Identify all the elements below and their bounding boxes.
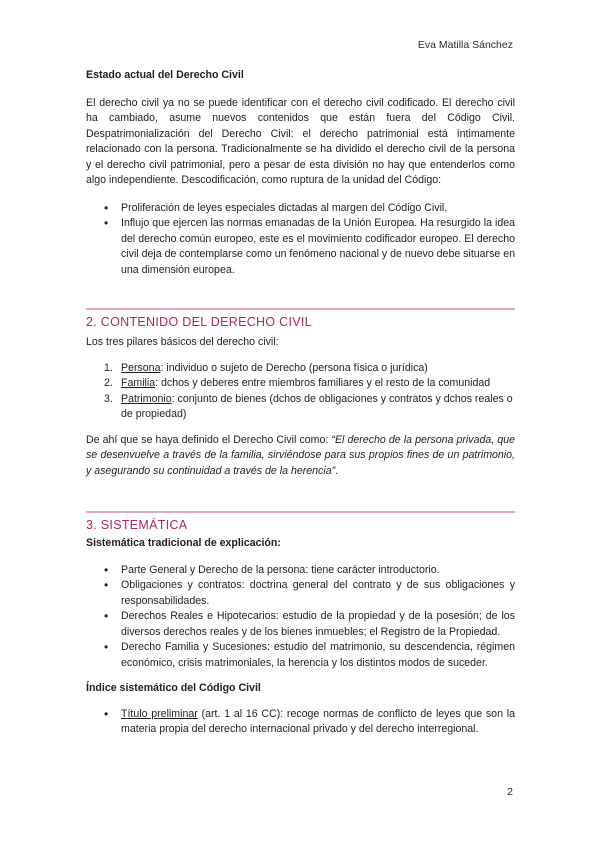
pillar-text: : conjunto de bienes (dchos de obligaciones y contratos y dchos reales o de propiedad) [121,392,513,420]
index-title: Índice sistemático del Código Civil [86,682,261,694]
list-number: 1. [104,361,113,374]
author-header: Eva Matilla Sánchez [417,39,513,51]
estado-bullet-list [86,201,515,279]
sistematica-subtitle: Sistemática tradicional de explicación: [86,537,281,549]
estado-paragraph: El derecho civil ya no se puede identificar con el derecho civil codificado. El derecho civil ha cambiado, asume nuevos contenidos que están fuera del Código Civil. Despatrimonialización del Derecho Civil: el derecho patrimonial está íntimamente relacionado con la persona. Tradicionalmente se ha dividido el derecho civil de la persona y el derecho civil patrimonial, pero a pesar de esta división no hay que entenderlos como algo independiente. Descodificación, como ruptura de la unidad del Código: [86,96,515,186]
section2-intro: Los tres pilares básicos del derecho civil: [86,336,279,348]
list-item: • Derechos Reales e Hipotecarios: estudio de la propiedad y de la posesión; de los diversos derechos reales y de los bienes inmuebles; el Registro de la Propiedad. [86,609,515,640]
index-text: (art. 1 al 16 CC): recoge normas de conflicto de leyes que son la materia propia del derecho internacional privado y del derecho interregional. [121,707,515,735]
section-heading-contenido: 2. CONTENIDO DEL DERECHO CIVIL [86,314,312,329]
section-heading-sistematica: 3. SISTEMÁTICA [86,517,188,532]
list-item [86,392,515,423]
list-item [86,376,515,392]
list-item: • Proliferación de leyes especiales dictadas al margen del Código Civil. [86,201,515,217]
list-number: 2. [104,377,113,389]
definition-quote: “El derecho de la persona privada, que se desenvuelve a través de la familia, sirviéndose para sus propios fines de un patrimonio, y asegurando su continuidad a través de la herencia” [86,433,515,477]
pillar-text: : individuo o sujeto de Derecho (persona física o jurídica) [160,361,428,374]
pillar-text: : dchos y deberes entre miembros familiares y el resto de la comunidad [155,377,491,389]
definition-paragraph [86,433,515,480]
sistematica-bullet-list [86,563,515,672]
pillar-term: Persona [121,361,161,374]
section-divider [86,511,515,513]
page-number: 2 [507,786,513,798]
index-term: Título preliminar [121,707,198,720]
list-number: 3. [104,392,113,405]
list-item [86,361,515,377]
definition-prefix: De ahí que se haya definido el Derecho Civil como: [86,433,332,446]
section-divider [86,308,515,310]
list-item: • Derecho Familia y Sucesiones: estudio del matrimonio, su descendencia, régimen económico, crisis matrimoniales, la herencia y los distintos modos de suceder. [86,640,515,671]
page-content [86,68,515,738]
list-item [86,707,515,738]
subsection-title-estado: Estado actual del Derecho Civil [86,69,244,81]
pillar-term: Patrimonio [121,392,172,405]
definition-suffix: . [335,464,339,477]
list-item: • Parte General y Derecho de la persona: tiene carácter introductorio. [86,563,515,579]
pillar-term: Familia [121,377,156,389]
index-bullet-list [86,707,515,738]
list-item: • Obligaciones y contratos: doctrina general del contrato y de sus obligaciones y responsabilidades. [86,578,515,609]
list-item: • Influjo que ejercen las normas emanadas de la Unión Europea. Ha resurgido la idea del derecho común europeo, este es el movimiento codificador europeo. El derecho civil deja de contemplarse como un fenómeno nacional y de nuevo debe situarse en una dimensión europea. [86,216,515,278]
pillars-list [86,361,515,423]
